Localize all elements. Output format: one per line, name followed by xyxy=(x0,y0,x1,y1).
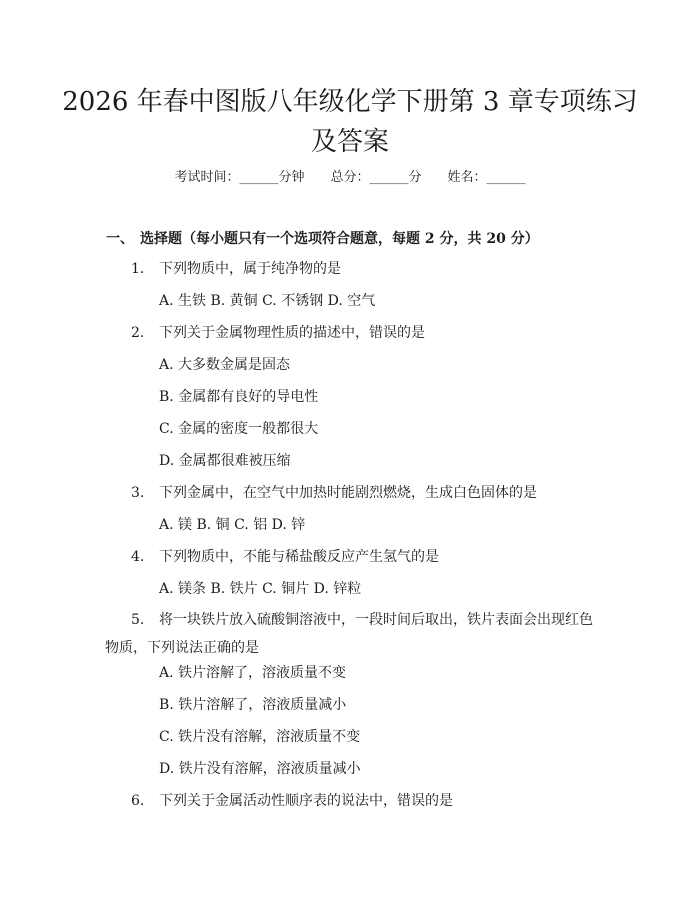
question-4-options: A. 镁条 B. 铁片 C. 铜片 D. 锌粒 xyxy=(159,581,362,597)
question-number: 5. xyxy=(131,612,145,628)
question-1-options: A. 生铁 B. 黄铜 C. 不锈钢 D. 空气 xyxy=(159,293,376,309)
question-number: 6. xyxy=(131,793,145,809)
question-2-option-b: B. 金属都有良好的导电性 xyxy=(159,389,319,405)
question-number: 3. xyxy=(131,485,145,501)
question-text: 下列物质中，属于纯净物的是 xyxy=(159,261,341,277)
question-1 xyxy=(131,259,341,279)
question-5-option-c: C. 铁片没有溶解，溶液质量不变 xyxy=(159,729,361,745)
name-field: 姓名：______ xyxy=(447,170,526,185)
exam-time-field: 考试时间：______分钟 xyxy=(174,170,305,185)
document-title: 2026 年春中图版八年级化学下册第 3 章专项练习及答案 xyxy=(62,87,638,157)
exam-meta xyxy=(0,168,700,188)
section-title: 选择题（每小题只有一个选项符合题意，每题 2 分，共 20 分） xyxy=(140,231,539,247)
question-6 xyxy=(131,791,453,811)
question-3-options: A. 镁 B. 铜 C. 铝 D. 锌 xyxy=(159,517,306,533)
question-number: 2. xyxy=(131,325,145,341)
question-2-option-c: C. 金属的密度一般都很大 xyxy=(159,421,319,437)
question-5 xyxy=(105,606,600,662)
question-text: 下列金属中，在空气中加热时能剧烈燃烧，生成白色固体的是 xyxy=(159,485,537,501)
question-5-option-a: A. 铁片溶解了，溶液质量不变 xyxy=(159,665,347,681)
section-heading xyxy=(106,229,539,249)
question-number: 4. xyxy=(131,549,145,565)
question-number: 1. xyxy=(131,261,145,277)
question-text: 将一块铁片放入硫酸铜溶液中，一段时间后取出，铁片表面会出现红色物质，下列说法正确的是 xyxy=(105,612,593,656)
question-2-option-d: D. 金属都很难被压缩 xyxy=(159,453,291,469)
question-5-option-d: D. 铁片没有溶解，溶液质量减小 xyxy=(159,761,361,777)
question-text: 下列关于金属物理性质的描述中，错误的是 xyxy=(159,325,425,341)
total-score-field: 总分：______分 xyxy=(330,170,422,185)
question-text: 下列物质中，不能与稀盐酸反应产生氢气的是 xyxy=(159,549,439,565)
question-4 xyxy=(131,547,439,567)
question-3 xyxy=(131,483,537,503)
question-5-option-b: B. 铁片溶解了，溶液质量减小 xyxy=(159,697,347,713)
question-text: 下列关于金属活动性顺序表的说法中，错误的是 xyxy=(159,793,453,809)
section-number: 一、 xyxy=(106,231,134,247)
question-2-option-a: A. 大多数金属是固态 xyxy=(159,357,291,373)
question-2 xyxy=(131,323,425,343)
